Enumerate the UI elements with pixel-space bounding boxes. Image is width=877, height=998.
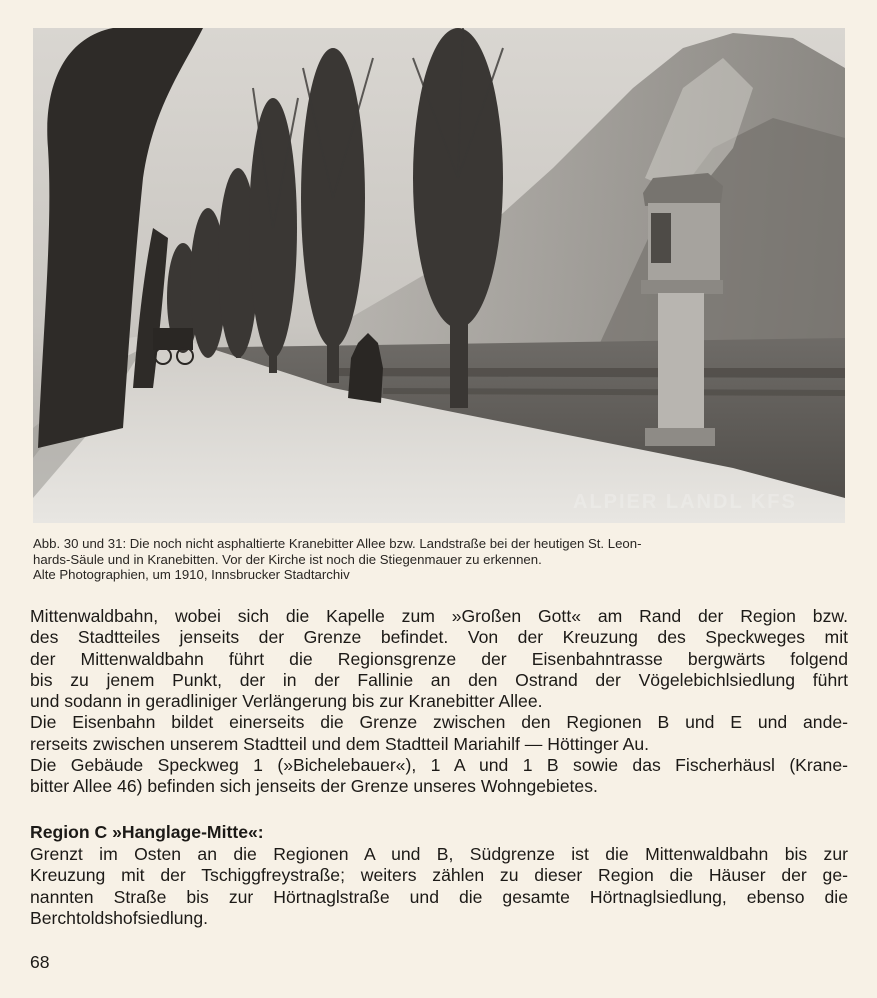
text-line: nannten Straße bis zur Hörtnaglstraße und die gesamte Hörtnaglsiedlung, ebenso die xyxy=(30,886,848,907)
text-line: bis zu jenem Punkt, der in der Fallinie an den Ostrand der Vögelebichlsiedlung führt xyxy=(30,669,848,690)
caption-line: hards-Säule und in Kranebitten. Vor der Kirche ist noch die Stiegenmauer zu erkennen. xyxy=(33,551,542,567)
text-line: und sodann in geradliniger Verlängerung bis zur Kranebitter Allee. xyxy=(30,691,543,712)
region-c-heading: Region C »Hanglage-Mitte«: xyxy=(30,822,264,842)
text-line: der Mittenwaldbahn führt die Regionsgrenze der Eisenbahntrasse bergwärts folgend xyxy=(30,648,848,669)
caption-line: Abb. 30 und 31: Die noch nicht asphaltierte Kranebitter Allee bzw. Landstraße bei der heutigen St. Leon- xyxy=(33,536,642,551)
text-line: des Stadtteiles jenseits der Grenze befindet. Von der Kreuzung des Speckweges mit xyxy=(30,627,848,648)
photo-watermark: ALPIER LANDL KFS xyxy=(573,491,797,513)
figure-caption xyxy=(33,536,848,583)
caption-line: Alte Photographien, um 1910, Innsbrucker Stadtarchiv xyxy=(33,567,350,583)
body-paragraph xyxy=(30,606,848,798)
region-c-paragraph xyxy=(30,844,848,929)
historic-photograph xyxy=(33,28,845,523)
text-line: Berchtoldshofsiedlung. xyxy=(30,907,209,928)
text-line: rerseits zwischen unserem Stadtteil und dem Stadtteil Mariahilf — Höttinger Au. xyxy=(30,733,649,754)
text-line: Kreuzung mit der Tschiggfreystraße; weiters zählen zu dieser Region die Häuser der ge- xyxy=(30,865,848,886)
poplar-avenue-image xyxy=(33,28,845,523)
text-line: Die Gebäude Speckweg 1 (»Bichelebauer«), 1 A und 1 B sowie das Fischerhäusl (Krane- xyxy=(30,755,848,776)
text-line: Die Eisenbahn bildet einerseits die Grenze zwischen den Regionen B und E und ande- xyxy=(30,712,848,733)
text-line: Grenzt im Osten an die Regionen A und B, Südgrenze ist die Mittenwaldbahn bis zur xyxy=(30,844,848,864)
text-line: bitter Allee 46) befinden sich jenseits der Grenze unseres Wohngebietes. xyxy=(30,776,598,797)
page-number: 68 xyxy=(30,952,50,972)
text-line: Mittenwaldbahn, wobei sich die Kapelle zum »Großen Gott« am Rand der Region bzw. xyxy=(30,606,848,626)
